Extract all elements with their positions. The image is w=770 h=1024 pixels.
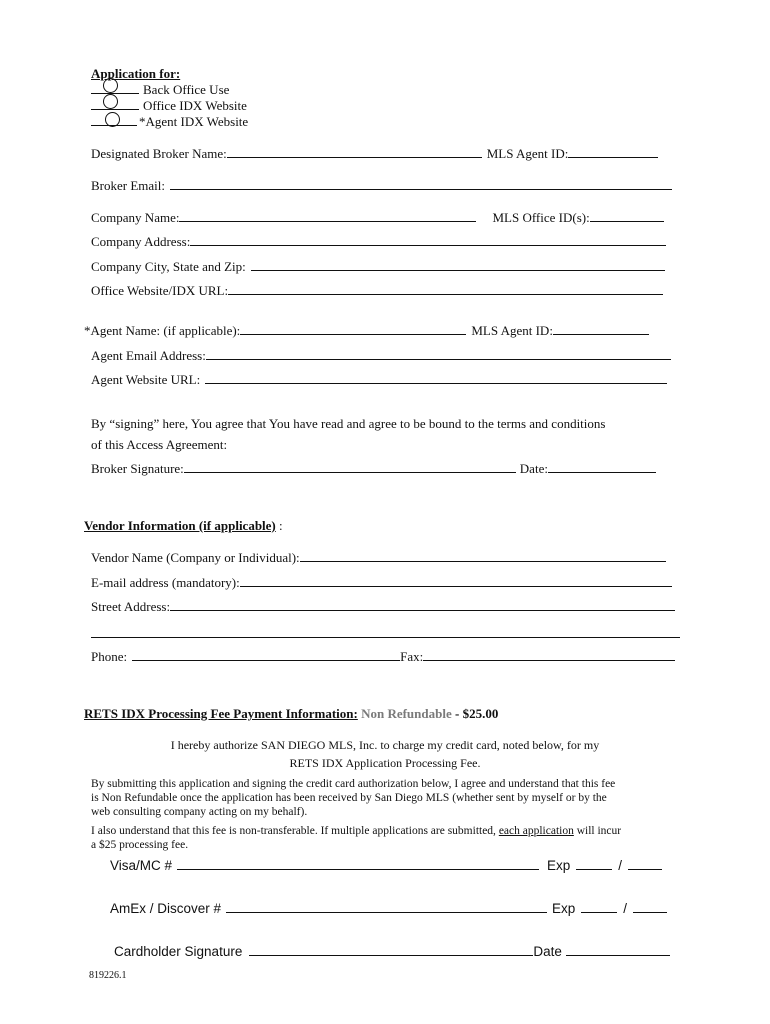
- designated-broker-label: Designated Broker Name:: [91, 146, 227, 161]
- terms-line-2: is Non Refundable once the application has been received by San Diego MLS (whether sent by myself or by the: [91, 792, 607, 804]
- non-refundable-label: Non Refundable: [361, 706, 452, 721]
- company-name-label: Company Name:: [91, 210, 180, 225]
- amex-exp-month-field[interactable]: [581, 901, 617, 913]
- application-heading: Application for:: [91, 66, 181, 81]
- designated-broker-field[interactable]: [227, 146, 482, 158]
- visa-exp-slash: /: [618, 858, 623, 873]
- agent-website-row: [91, 372, 667, 388]
- payment-amount: - $25.00: [451, 706, 499, 721]
- option-label: *Agent IDX Website: [139, 114, 249, 129]
- cardholder-date-field[interactable]: [566, 944, 670, 956]
- vendor-name-row: [91, 550, 666, 566]
- company-name-row: [91, 210, 664, 226]
- payment-heading: RETS IDX Processing Fee Payment Information:: [84, 706, 358, 721]
- company-city-label: Company City, State and Zip:: [91, 259, 246, 274]
- designated-broker-row: [91, 146, 658, 162]
- vendor-street-field[interactable]: [170, 599, 675, 611]
- transfer-text-a: I also understand that this fee is non-transferable. If multiple applications are submitted,: [91, 825, 499, 837]
- agent-email-label: Agent Email Address:: [91, 348, 206, 363]
- document-id: 819226.1: [89, 970, 127, 981]
- cardholder-label: Cardholder Signature: [114, 944, 243, 959]
- vendor-phone-row: [91, 649, 675, 665]
- company-city-field[interactable]: [251, 259, 665, 271]
- visa-exp-year-field[interactable]: [628, 858, 662, 870]
- broker-signature-label: Broker Signature:: [91, 461, 184, 476]
- vendor-fax-field[interactable]: [423, 649, 675, 661]
- option-checkbox-office-idx[interactable]: [103, 94, 118, 109]
- vendor-phone-label: Phone:: [91, 649, 128, 664]
- office-website-row: [91, 283, 663, 299]
- option-checkbox-back-office[interactable]: [103, 78, 118, 93]
- vendor-email-row: [91, 575, 672, 591]
- agreement-line-1: By “signing” here, You agree that You have read and agree to be bound to the terms and conditions: [91, 416, 606, 431]
- visa-row: [110, 858, 662, 873]
- transfer-text-b: will incur: [573, 825, 622, 837]
- vendor-fax-label: Fax:: [400, 649, 424, 664]
- authorization-line-1: I hereby authorize SAN DIEGO MLS, Inc. to charge my credit card, noted below, for my: [170, 738, 600, 752]
- mls-office-id-field[interactable]: [590, 210, 664, 222]
- vendor-street-label: Street Address:: [91, 599, 171, 614]
- cardholder-row: [114, 944, 670, 959]
- broker-signature-row: [91, 461, 656, 477]
- signature-date-label: Date:: [519, 461, 548, 476]
- amex-row: [110, 901, 667, 916]
- vendor-street-line-2[interactable]: [91, 637, 680, 638]
- broker-email-row: [91, 178, 672, 194]
- transfer-text-underlined: each application: [498, 825, 574, 837]
- vendor-street-row: [91, 599, 675, 615]
- signature-date-field[interactable]: [548, 461, 656, 473]
- visa-exp-month-field[interactable]: [576, 858, 612, 870]
- amex-exp-slash: /: [623, 901, 628, 916]
- agent-website-field[interactable]: [205, 372, 667, 384]
- option-label: Office IDX Website: [143, 98, 247, 113]
- vendor-heading: Vendor Information (if applicable): [84, 518, 276, 533]
- cardholder-date-label: Date: [533, 944, 562, 959]
- broker-email-field[interactable]: [170, 178, 672, 190]
- amex-exp-label: Exp: [552, 901, 576, 916]
- agent-name-row: [84, 323, 649, 339]
- terms-line-3: web consulting company acting on my behalf).: [91, 806, 308, 818]
- authorization-line-2: RETS IDX Application Processing Fee.: [289, 756, 481, 770]
- agent-name-field[interactable]: [240, 323, 466, 335]
- vendor-email-field[interactable]: [240, 575, 672, 587]
- agent-email-field[interactable]: [206, 348, 671, 360]
- company-address-label: Company Address:: [91, 234, 191, 249]
- company-city-row: [91, 259, 665, 275]
- payment-heading-row: [84, 706, 498, 722]
- agent-name-label: *Agent Name: (if applicable):: [84, 323, 241, 338]
- amex-number-field[interactable]: [226, 901, 547, 913]
- vendor-name-label: Vendor Name (Company or Individual):: [91, 550, 300, 565]
- amex-label: AmEx / Discover #: [110, 901, 222, 916]
- vendor-heading-row: [84, 518, 283, 534]
- visa-label: Visa/MC #: [110, 858, 173, 873]
- agent-email-row: [91, 348, 671, 364]
- mls-agent-id-field[interactable]: [568, 146, 658, 158]
- agent-mls-id-field[interactable]: [553, 323, 649, 335]
- cardholder-signature-field[interactable]: [249, 944, 533, 956]
- transfer-line-1: [91, 825, 621, 837]
- office-website-field[interactable]: [228, 283, 663, 295]
- mls-agent-id-label: MLS Agent ID:: [486, 146, 569, 161]
- visa-exp-label: Exp: [547, 858, 571, 873]
- broker-signature-field[interactable]: [184, 461, 516, 473]
- vendor-phone-field[interactable]: [132, 649, 400, 661]
- agent-website-label: Agent Website URL:: [91, 372, 201, 387]
- terms-line-1: By submitting this application and signing the credit card authorization below, I agree and understand that this fee: [91, 778, 616, 790]
- vendor-email-label: E-mail address (mandatory):: [91, 575, 240, 590]
- company-address-field[interactable]: [190, 234, 666, 246]
- mls-office-id-label: MLS Office ID(s):: [492, 210, 590, 225]
- option-label: Back Office Use: [143, 82, 230, 97]
- option-checkbox-agent-idx[interactable]: [105, 112, 120, 127]
- amex-exp-year-field[interactable]: [633, 901, 667, 913]
- visa-number-field[interactable]: [177, 858, 539, 870]
- company-name-field[interactable]: [179, 210, 476, 222]
- office-website-label: Office Website/IDX URL:: [91, 283, 229, 298]
- broker-email-label: Broker Email:: [91, 178, 166, 193]
- transfer-line-2: a $25 processing fee.: [91, 839, 189, 851]
- agent-mls-id-label: MLS Agent ID:: [471, 323, 553, 338]
- vendor-heading-suffix: :: [275, 518, 283, 533]
- company-address-row: [91, 234, 666, 250]
- agreement-line-2: of this Access Agreement:: [91, 437, 228, 452]
- vendor-name-field[interactable]: [300, 550, 666, 562]
